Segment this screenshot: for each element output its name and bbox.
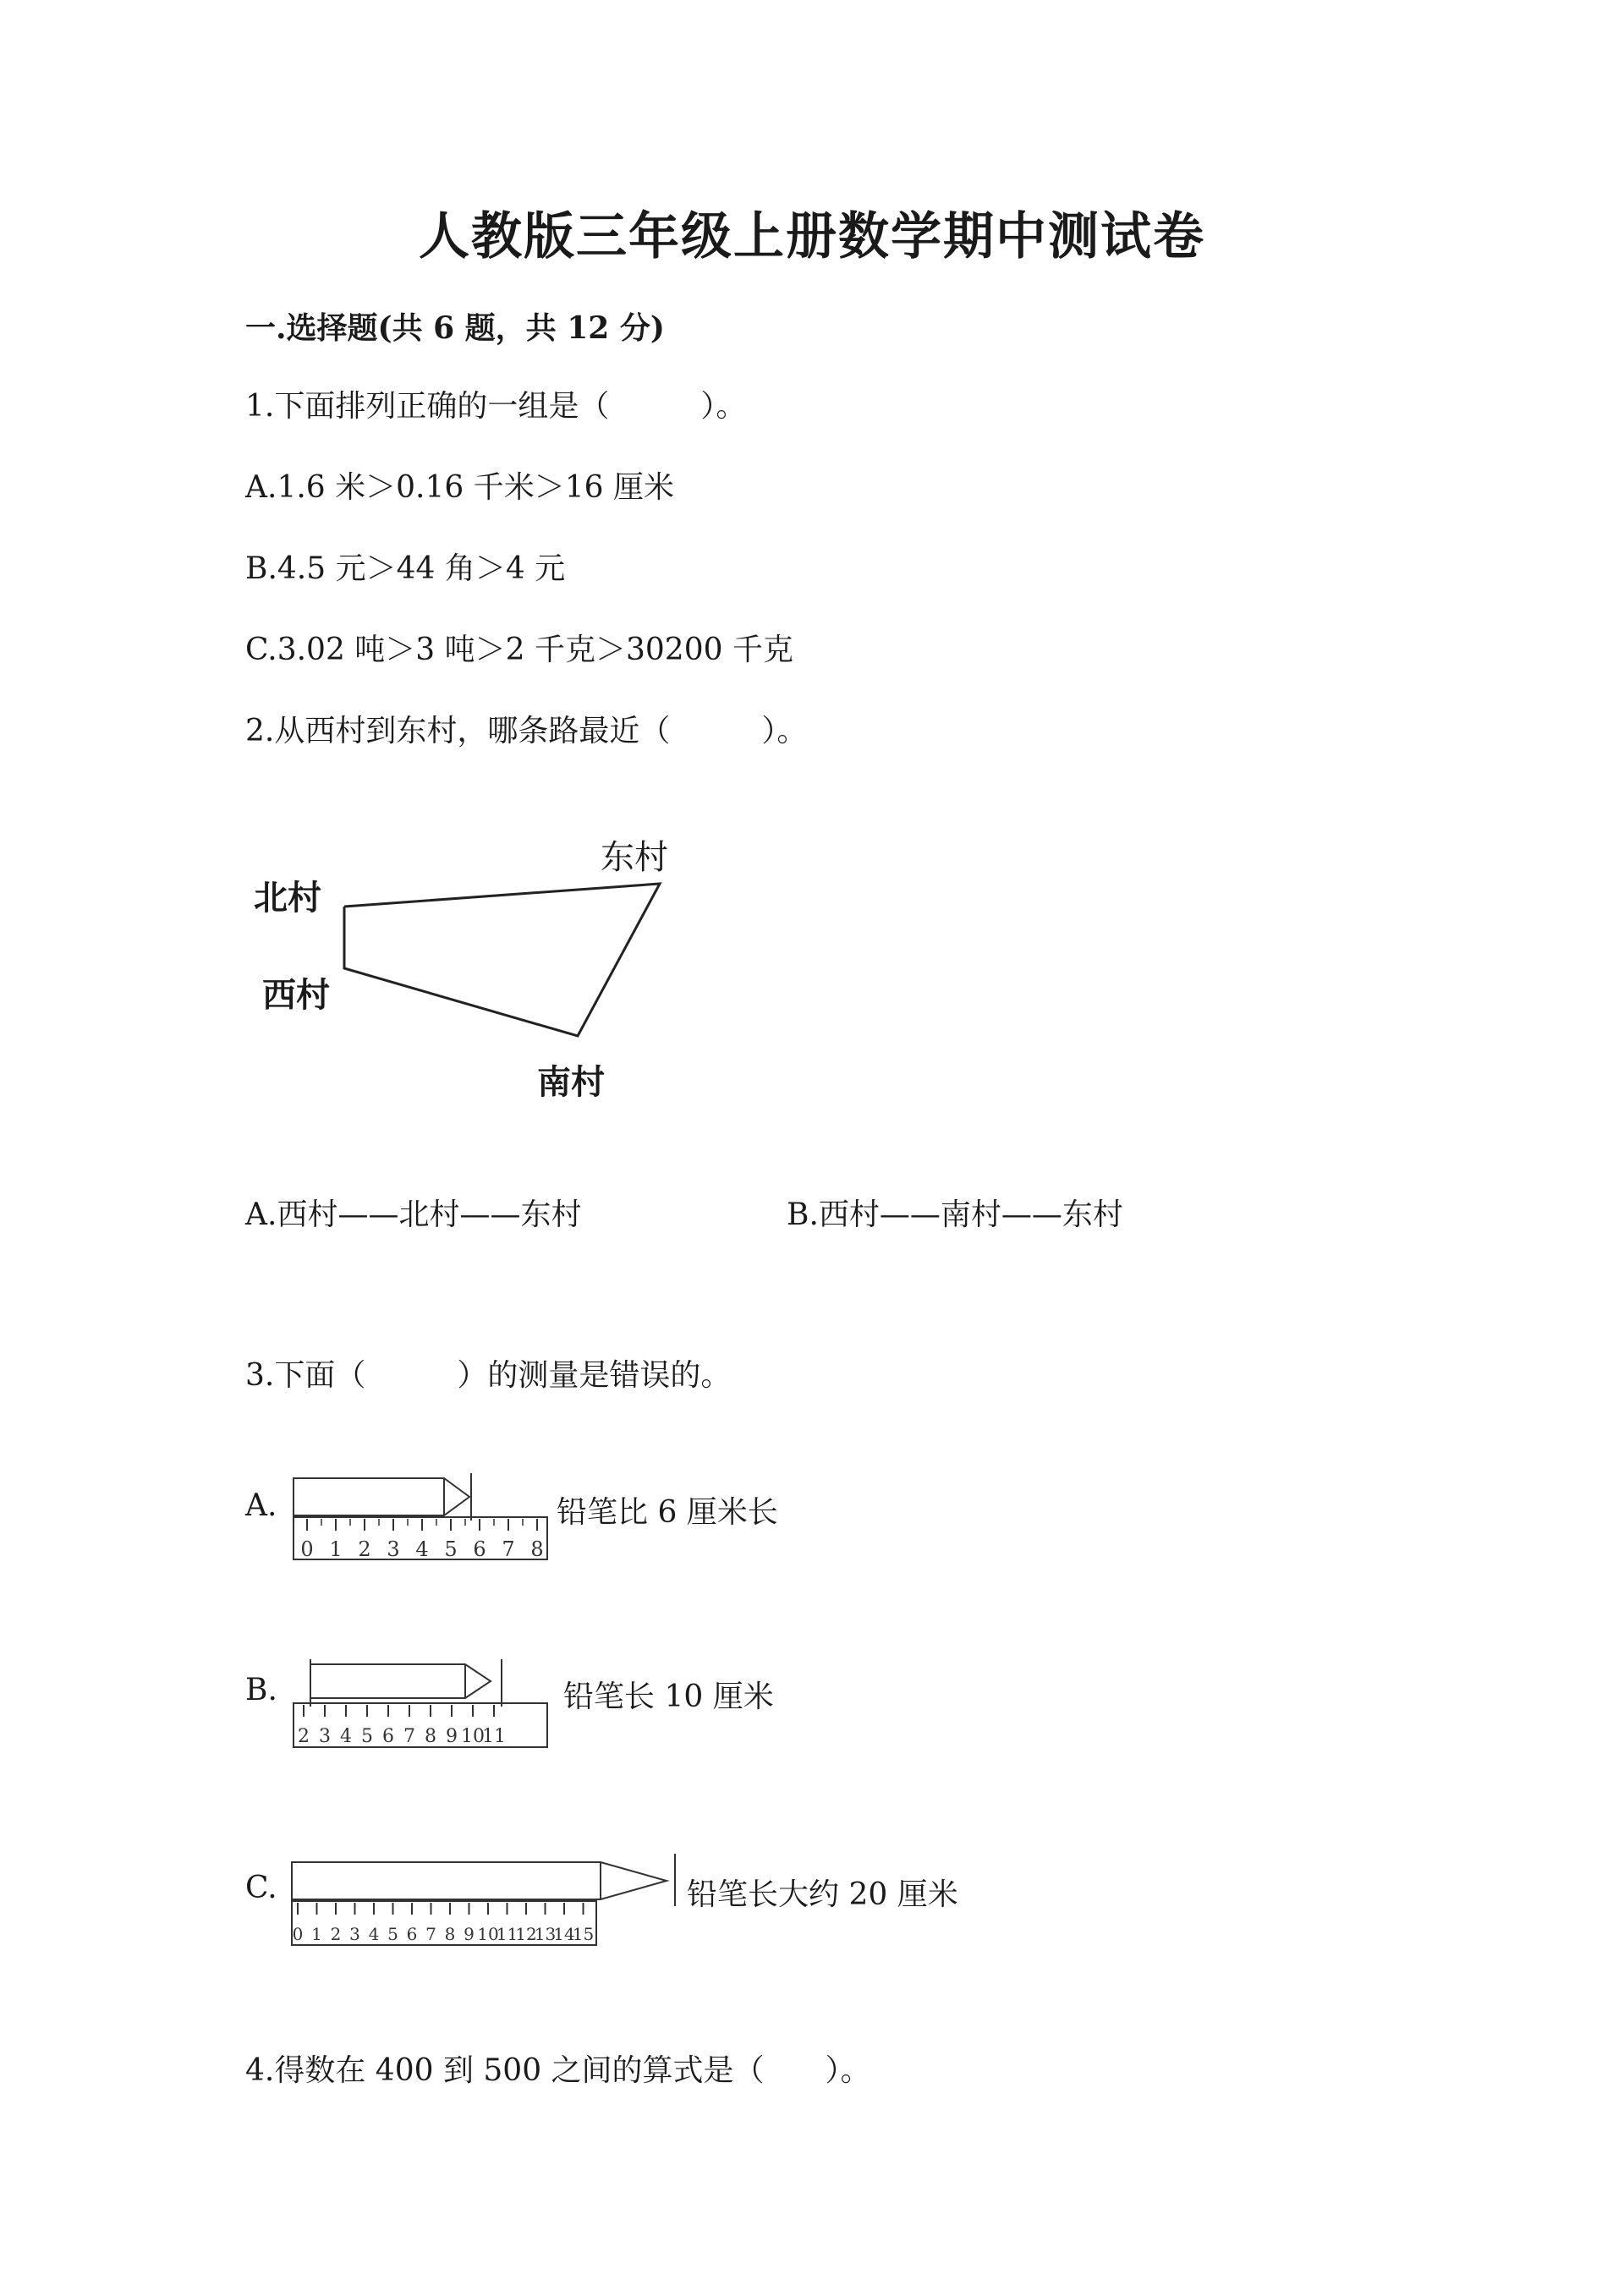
ruler-tick-label: 4 bbox=[415, 1537, 429, 1561]
ruler-tick-label: 11 bbox=[482, 1726, 506, 1747]
question-2-option-a[interactable]: A.西村——北村——东村 bbox=[245, 1197, 582, 1232]
question-1-option-b[interactable]: B.4.5 元＞44 角＞4 元 bbox=[245, 551, 566, 586]
ruler-figure-a bbox=[292, 1471, 554, 1564]
ruler-figure-b bbox=[292, 1656, 554, 1753]
ruler-tick-label: 13 bbox=[534, 1924, 557, 1944]
ruler-body bbox=[294, 1703, 547, 1747]
pencil-shape bbox=[294, 1478, 469, 1515]
question-3-option-a-text: 铅笔比 6 厘米长 bbox=[557, 1495, 778, 1530]
ruler-tick-label: 7 bbox=[403, 1726, 415, 1747]
ruler-tick-label: 10 bbox=[477, 1924, 499, 1944]
ruler-tick-label: 10 bbox=[461, 1726, 485, 1747]
ruler-figure-c bbox=[288, 1845, 685, 1955]
ruler-tick-label: 14 bbox=[553, 1924, 575, 1944]
ruler-tick-label: 5 bbox=[444, 1537, 458, 1561]
question-1-stem: 1.下面排列正确的一组是（ ）。 bbox=[245, 389, 747, 424]
ruler-tick-label: 1 bbox=[329, 1537, 343, 1561]
pencil-shape bbox=[310, 1664, 491, 1698]
page-title: 人教版三年级上册数学期中测试卷 bbox=[419, 207, 1205, 266]
question-3-option-c-text: 铅笔长大约 20 厘米 bbox=[687, 1877, 958, 1912]
ruler-tick-label: 6 bbox=[406, 1924, 418, 1944]
map-label-south: 南村 bbox=[537, 1062, 605, 1102]
map-label-north: 北村 bbox=[254, 878, 321, 918]
question-4-stem: 4.得数在 400 到 500 之间的算式是（ ）。 bbox=[245, 2053, 871, 2088]
pencil-shape bbox=[292, 1862, 667, 1899]
ruler-tick-label: 0 bbox=[292, 1924, 304, 1944]
ruler-tick-label: 2 bbox=[330, 1924, 342, 1944]
question-2-option-b[interactable]: B.西村——南村——东村 bbox=[787, 1197, 1123, 1232]
question-2-stem: 2.从西村到东村，哪条路最近（ ）。 bbox=[245, 714, 808, 748]
ruler-tick-label: 4 bbox=[368, 1924, 380, 1944]
ruler-tick-label: 6 bbox=[473, 1537, 486, 1561]
ruler-tick-label: 8 bbox=[425, 1726, 436, 1747]
question-3-option-b-text: 铅笔长 10 厘米 bbox=[563, 1680, 774, 1714]
question-3-option-a-letter[interactable]: A. bbox=[245, 1488, 277, 1523]
ruler-tick-label: 7 bbox=[502, 1537, 515, 1561]
ruler-tick-label: 12 bbox=[515, 1924, 537, 1944]
question-1-option-c[interactable]: C.3.02 吨＞3 吨＞2 千克＞30200 千克 bbox=[245, 633, 793, 667]
ruler-tick-label: 2 bbox=[298, 1726, 310, 1747]
question-3-option-b-letter[interactable]: B. bbox=[245, 1673, 277, 1707]
ruler-tick-label: 8 bbox=[530, 1537, 544, 1561]
ruler-tick-label: 9 bbox=[464, 1924, 475, 1944]
question-1-option-a[interactable]: A.1.6 米＞0.16 千米＞16 厘米 bbox=[245, 470, 674, 505]
ruler-tick-label: 8 bbox=[444, 1924, 456, 1944]
question-3-option-c-letter[interactable]: C. bbox=[245, 1871, 277, 1905]
ruler-tick-label: 5 bbox=[387, 1924, 398, 1944]
ruler-tick-label: 11 bbox=[496, 1924, 518, 1944]
map-label-east: 东村 bbox=[601, 838, 668, 877]
ruler-tick-label: 15 bbox=[572, 1924, 595, 1944]
ruler-tick-label: 6 bbox=[382, 1726, 394, 1747]
map-label-west: 西村 bbox=[262, 975, 330, 1015]
route-lines bbox=[344, 884, 660, 1036]
ruler-tick-label: 4 bbox=[340, 1726, 352, 1747]
ruler-tick-label: 7 bbox=[425, 1924, 436, 1944]
ruler-tick-label: 5 bbox=[361, 1726, 373, 1747]
ruler-tick-label: 3 bbox=[319, 1726, 331, 1747]
question-3-stem: 3.下面（ ）的测量是错误的。 bbox=[245, 1358, 732, 1393]
ruler-tick-label: 1 bbox=[311, 1924, 322, 1944]
ruler-tick-label: 0 bbox=[300, 1537, 314, 1561]
ruler-tick-label: 9 bbox=[446, 1726, 458, 1747]
ruler-tick-label: 3 bbox=[387, 1537, 400, 1561]
ruler-tick-label: 3 bbox=[349, 1924, 360, 1944]
village-map bbox=[245, 829, 702, 1108]
ruler-tick-label: 2 bbox=[358, 1537, 371, 1561]
section-heading: 一.选择题(共 6 题，共 12 分) bbox=[245, 310, 665, 346]
